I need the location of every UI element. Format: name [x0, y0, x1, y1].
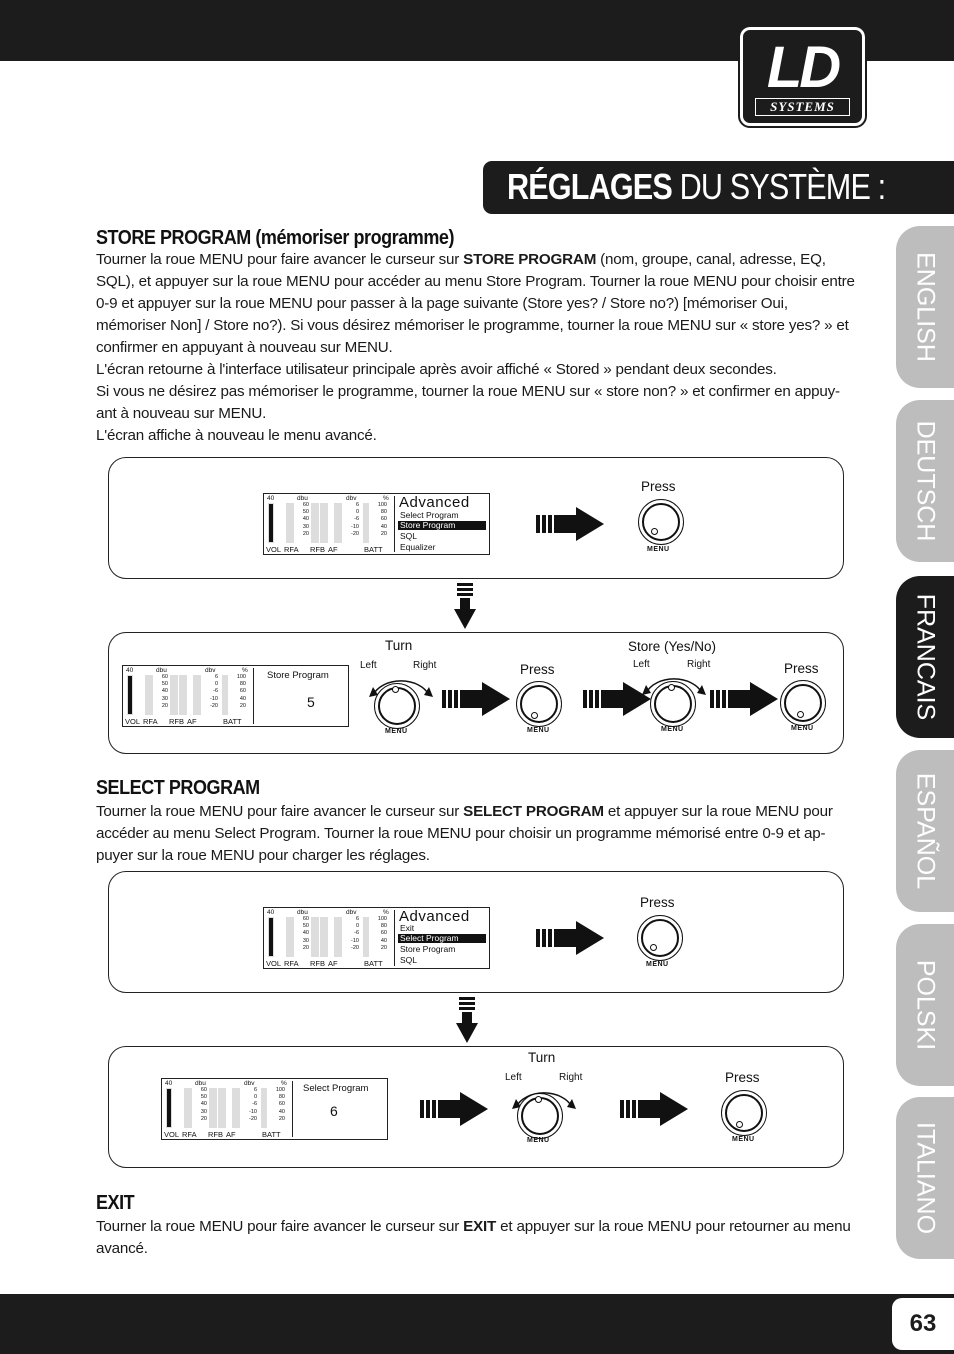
- turn-label: Turn: [385, 638, 413, 653]
- menu-knob-icon: [721, 1090, 767, 1136]
- knob-label: MENU: [385, 728, 408, 735]
- diagram-select-program-flow: [108, 1046, 844, 1168]
- menu-item: SQL: [400, 955, 418, 965]
- store-program-text: Tourner la roue MENU pour faire avancer le curseur sur STORE PROGRAM (nom, groupe, canal, adresse, EQ, SQL), et appuyer sur la roue MENU pour accéder au menu Store Program. Tourner la roue MENU pour choisir entre 0-9 et appuyer sur la roue MENU pour passer à la page suivante (Store yes? / Store no?) [mémoriser Oui, mémoriser Non] / Store no?). Si vous désirez mémoriser le programme, tourner la roue MENU sur « store yes? » et confirmer en appuyant à nouveau sur MENU. L'écran retourne à l'interface utilisateur principale après avoir affiché « Stored » pendant deux secondes. Si vous ne désirez pas mémoriser le programme, tourner la roue MENU sur « store non? » et confirmer en appuy-ant à nouveau sur MENU. L'écran affiche à nouveau le menu avancé.: [96, 251, 855, 444]
- lcd-element: [209, 1088, 217, 1128]
- menu-item: SQL: [400, 531, 418, 541]
- bottom-bar: [0, 1294, 954, 1354]
- press-label: Press: [520, 662, 555, 677]
- vol-label: VOL: [125, 717, 141, 726]
- menu-title: Advanced: [399, 908, 470, 925]
- store-program-heading: STORE PROGRAM (mémoriser programme): [96, 227, 455, 249]
- dbu-scale: 60 50 40 30 20: [302, 502, 309, 537]
- af-label: AF: [226, 1130, 236, 1139]
- knob-label: MENU: [646, 961, 669, 968]
- rfb-label: RFB: [310, 959, 325, 968]
- af-label: AF: [187, 717, 197, 726]
- pct-label: %: [383, 909, 389, 916]
- lcd-element: [334, 917, 342, 957]
- dbu-label: dbu: [156, 667, 167, 674]
- batt-label: BATT: [223, 717, 242, 726]
- tab-english[interactable]: ENGLISH: [896, 226, 954, 388]
- rfa-label: RFA: [182, 1130, 197, 1139]
- press-label: Press: [784, 661, 819, 676]
- dbu-scale: 60 50 40 30 20: [161, 674, 168, 709]
- dbu-scale: 60 50 40 30 20: [302, 916, 309, 951]
- lcd-element: [128, 676, 132, 714]
- menu-item: Exit: [400, 923, 415, 933]
- screen-title: Select Program: [303, 1083, 369, 1094]
- screen-value: 6: [330, 1103, 338, 1119]
- lcd-element: [193, 675, 201, 715]
- batt-label: BATT: [364, 959, 383, 968]
- af-label: AF: [328, 959, 338, 968]
- down-arrow-icon: [454, 583, 476, 629]
- vol-label: VOL: [164, 1130, 180, 1139]
- menu-knob-icon: [516, 681, 562, 727]
- pct-scale: 100 80 60 40 20: [275, 1087, 285, 1122]
- rfa-label: RFA: [143, 717, 158, 726]
- pct-label: %: [242, 667, 248, 674]
- screen-title: Store Program: [267, 670, 329, 681]
- menu-knob-icon: [637, 915, 683, 961]
- screen-value: 5: [307, 694, 315, 710]
- diagram-select-advanced: [108, 871, 844, 993]
- rfb-label: RFB: [310, 545, 325, 554]
- lcd-element: [145, 675, 153, 715]
- lcd-element: [320, 503, 328, 543]
- lcd-element: [184, 1088, 192, 1128]
- left-label: Left: [360, 660, 377, 671]
- lcd-element: [269, 918, 273, 956]
- dbu-label: dbu: [297, 495, 308, 502]
- title-rest: DU SYSTÈME :: [671, 166, 886, 207]
- lcd-element: [170, 675, 178, 715]
- dbv-scale: 6 0 -6 -10 -20: [210, 674, 218, 709]
- knob-label: MENU: [791, 725, 814, 732]
- lcd-element: [394, 496, 395, 552]
- rfb-label: RFB: [208, 1130, 223, 1139]
- menu-item: Store Program: [400, 944, 456, 954]
- knob-label: MENU: [527, 1137, 550, 1144]
- tab-italiano[interactable]: ITALIANO: [896, 1097, 954, 1259]
- ld-systems-logo: [740, 27, 865, 126]
- menu-knob-icon: [374, 683, 420, 729]
- right-arrow-icon: [620, 1092, 690, 1126]
- lcd-element: [269, 504, 273, 542]
- tab-espanol[interactable]: ESPAÑOL: [896, 750, 954, 912]
- lcd-element: [394, 910, 395, 966]
- pct-scale: 100 80 60 40 20: [236, 674, 246, 709]
- batt-label: BATT: [262, 1130, 281, 1139]
- menu-title: Advanced: [399, 494, 470, 511]
- knob-label: MENU: [732, 1136, 755, 1143]
- right-arrow-icon: [536, 921, 606, 955]
- dbu-label: dbu: [297, 909, 308, 916]
- lcd-element: [320, 917, 328, 957]
- logo-systems: SYSTEMS: [755, 98, 850, 116]
- dbu-scale: 60 50 40 30 20: [200, 1087, 207, 1122]
- lcd-screen: [263, 907, 490, 969]
- right-label: Right: [687, 659, 711, 670]
- menu-item-selected: Store Program: [398, 521, 486, 530]
- knob-label: MENU: [527, 727, 550, 734]
- dbv-label: dbv: [346, 495, 357, 502]
- tab-francais[interactable]: FRANCAIS: [896, 576, 954, 738]
- press-label: Press: [725, 1070, 760, 1085]
- lcd-element: [232, 1088, 240, 1128]
- menu-knob-icon: [517, 1093, 563, 1139]
- title-bold: RÉGLAGES: [507, 166, 672, 207]
- page-title: [507, 166, 885, 208]
- lcd-element: [286, 503, 294, 543]
- lcd-element: [311, 917, 319, 957]
- dbv-label: dbv: [205, 667, 216, 674]
- vol-max-label: 40: [267, 495, 275, 502]
- right-arrow-icon: [536, 507, 606, 541]
- menu-item: Equalizer: [400, 542, 436, 552]
- left-label: Left: [633, 659, 650, 670]
- af-label: AF: [328, 545, 338, 554]
- press-label: Press: [641, 479, 676, 494]
- diagram-store-advanced: [108, 457, 844, 579]
- diagram-store-program-flow: [108, 632, 844, 754]
- right-arrow-icon: [710, 682, 780, 716]
- vol-max-label: 40: [165, 1080, 173, 1087]
- lcd-element: [286, 917, 294, 957]
- menu-item: Select Program: [400, 510, 459, 520]
- tab-polski[interactable]: POLSKI: [896, 924, 954, 1086]
- rfa-label: RFA: [284, 959, 299, 968]
- tab-deutsch[interactable]: DEUTSCH: [896, 400, 954, 562]
- pct-label: %: [383, 495, 389, 502]
- rfb-label: RFB: [169, 717, 184, 726]
- press-label: Press: [640, 895, 675, 910]
- lcd-element: [253, 668, 254, 724]
- dbu-label: dbu: [195, 1080, 206, 1087]
- pct-scale: 100 80 60 40 20: [377, 916, 387, 951]
- knob-label: MENU: [661, 726, 684, 733]
- dbv-scale: 6 0 -6 -10 -20: [351, 916, 359, 951]
- exit-text: Tourner la roue MENU pour faire avancer le curseur sur EXIT et appuyer sur la roue MENU pour retourner au menu avancé.: [96, 1218, 851, 1257]
- lcd-screen: [263, 493, 490, 555]
- lcd-element: [167, 1089, 171, 1127]
- page-number: 63: [892, 1298, 954, 1350]
- lcd-screen: [122, 665, 349, 727]
- turn-label: Turn: [528, 1050, 556, 1065]
- right-arrow-icon: [442, 682, 512, 716]
- dbv-scale: 6 0 -6 -10 -20: [351, 502, 359, 537]
- right-label: Right: [559, 1072, 583, 1083]
- batt-label: BATT: [364, 545, 383, 554]
- lcd-element: [311, 503, 319, 543]
- lcd-element: [218, 1088, 226, 1128]
- down-arrow-icon: [456, 997, 478, 1043]
- left-label: Left: [505, 1072, 522, 1083]
- logo-ld: LD: [766, 35, 839, 100]
- select-program-text: Tourner la roue MENU pour faire avancer le curseur sur SELECT PROGRAM et appuyer sur la roue MENU pour accéder au menu Select Program. Tourner la roue MENU pour choisir un programme mémorisé entre 0-9 et ap-puyer sur la roue MENU pour charger les réglages.: [96, 803, 833, 864]
- pct-label: %: [281, 1080, 287, 1087]
- exit-heading: EXIT: [96, 1192, 135, 1214]
- vol-max-label: 40: [126, 667, 134, 674]
- rfa-label: RFA: [284, 545, 299, 554]
- menu-knob-icon: [650, 681, 696, 727]
- right-arrow-icon: [420, 1092, 490, 1126]
- lcd-element: [292, 1081, 293, 1137]
- right-label: Right: [413, 660, 437, 671]
- dbv-label: dbv: [346, 909, 357, 916]
- vol-max-label: 40: [267, 909, 275, 916]
- knob-label: MENU: [647, 546, 670, 553]
- lcd-element: [179, 675, 187, 715]
- menu-knob-icon: [780, 680, 826, 726]
- menu-item-selected: Select Program: [398, 934, 486, 943]
- pct-scale: 100 80 60 40 20: [377, 502, 387, 537]
- menu-knob-icon: [638, 499, 684, 545]
- vol-label: VOL: [266, 545, 282, 554]
- lcd-element: [334, 503, 342, 543]
- store-yes-no-label: Store (Yes/No): [628, 639, 717, 654]
- select-program-heading: SELECT PROGRAM: [96, 777, 260, 799]
- dbv-scale: 6 0 -6 -10 -20: [249, 1087, 257, 1122]
- vol-label: VOL: [266, 959, 282, 968]
- page-title-bar: [483, 161, 954, 214]
- lcd-screen: [161, 1078, 388, 1140]
- dbv-label: dbv: [244, 1080, 255, 1087]
